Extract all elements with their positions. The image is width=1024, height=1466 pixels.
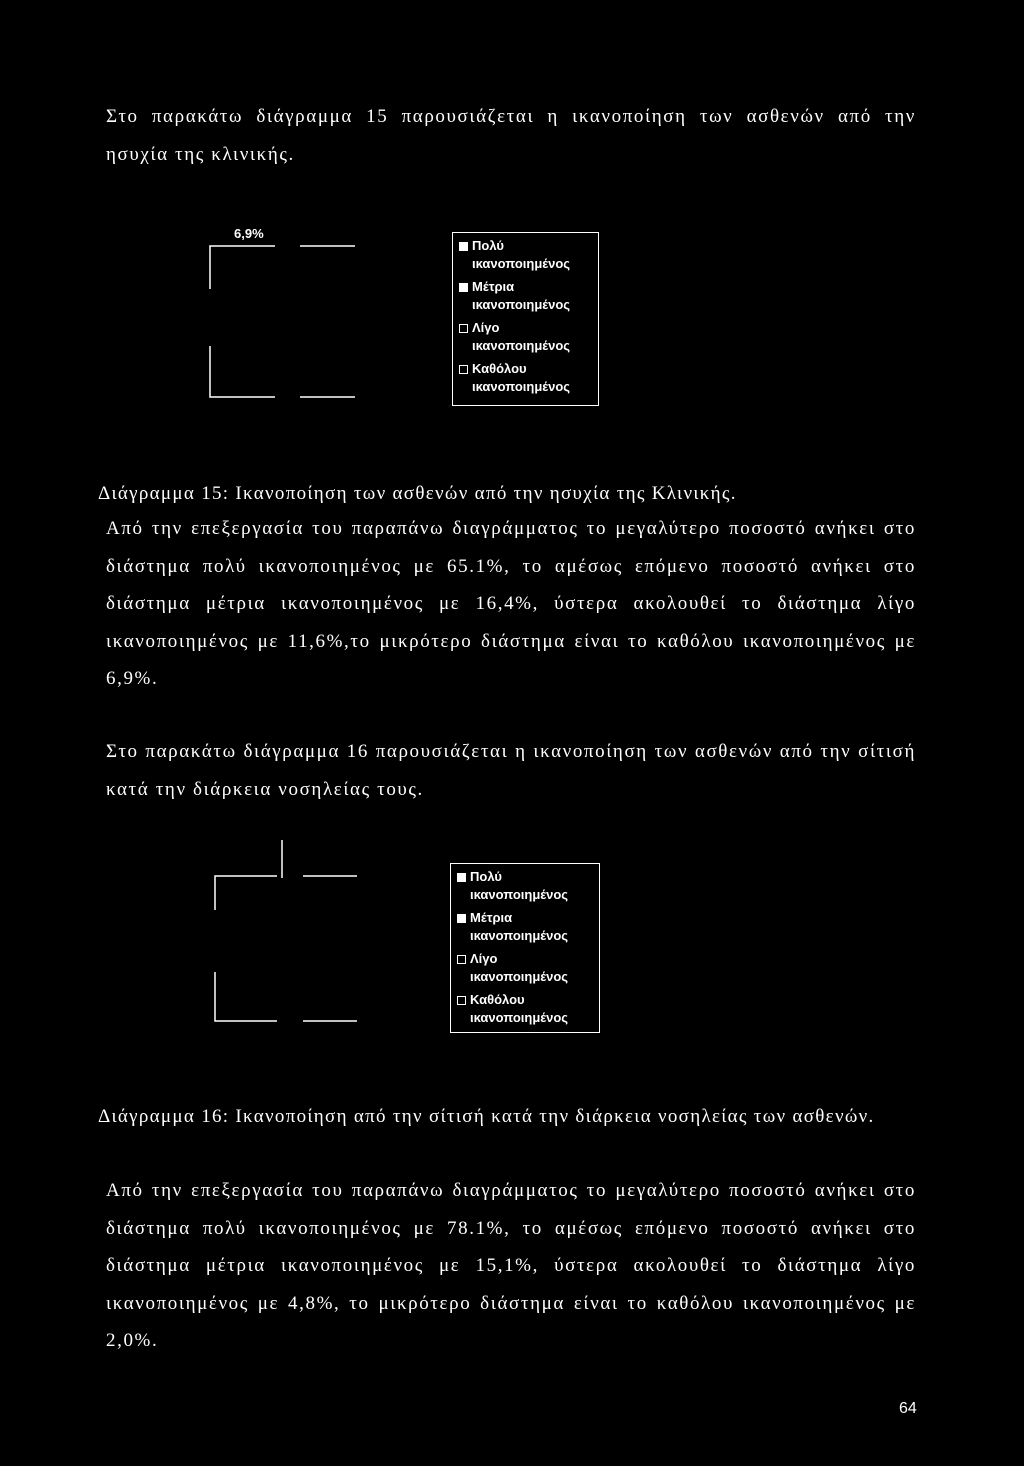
- legend-item: Καθόλου ικανοποιημένος: [459, 360, 592, 396]
- caption-16: Διάγραμμα 16: Ικανοποίηση από την σίτισή κατά την διάρκεια νοσηλείας των ασθενών.: [98, 1106, 875, 1127]
- legend-item: Λίγο ικανοποιημένος: [459, 319, 592, 355]
- legend-item: Μέτρια ικανοποιημένος: [459, 278, 592, 314]
- page-number: 64: [899, 1400, 917, 1417]
- intro-paragraph-15: Στο παρακάτω διάγραμμα 15 παρουσιάζεται η ικανοποίηση των ασθενών από την ησυχία της κλινικής.: [106, 106, 916, 165]
- analysis-paragraph-16: Από την επεξεργασία του παραπάνω διαγράμματος το μεγαλύτερο ποσοστό ανήκει στο διάστημα πολύ ικανοποιημένος με 78.1%, το αμέσως επόμενο ποσοστό ανήκει στο διάστημα μέτρια ικανοποιημένος με 15,1%, ύστερα ακολουθεί το διάστημα λίγο ικανοποιημένος με 4,8%, το μικρότερο διάστημα είναι το καθόλου ικανοποιημένος με 2,0%.: [106, 1180, 916, 1351]
- legend-16: [450, 863, 600, 1033]
- legend-item: Λίγο ικανοποιημένος: [457, 950, 593, 986]
- legend-item: Μέτρια ικανοποιημένος: [457, 909, 593, 945]
- legend-item: Πολύ ικανοποιημένος: [459, 237, 592, 273]
- caption-15: Διάγραμμα 15: Ικανοποίηση των ασθενών από την ησυχία της Κλινικής.: [98, 483, 737, 504]
- legend-item: Πολύ ικανοποιημένος: [457, 868, 593, 904]
- legend-swatch: [457, 955, 466, 964]
- legend-swatch: [459, 365, 468, 374]
- chart-16: [205, 832, 615, 1042]
- legend-swatch: [459, 324, 468, 333]
- legend-swatch: [459, 242, 468, 251]
- data-label-6-9: 6,9%: [234, 226, 264, 241]
- legend-swatch: [457, 914, 466, 923]
- analysis-paragraph-15: Από την επεξεργασία του παραπάνω διαγράμματος το μεγαλύτερο ποσοστό ανήκει στο διάστημα πολύ ικανοποιημένος με 65.1%, το αμέσως επόμενο ποσοστό ανήκει στο διάστημα μέτρια ικανοποιημένος με 16,4%, ύστερα ακολουθεί το διάστημα λίγο ικανοποιημένος με 11,6%,το μικρότερο διάστημα είναι το καθόλου ικανοποιημένος με 6,9%.: [106, 518, 916, 689]
- legend-swatch: [457, 996, 466, 1005]
- legend-item: Καθόλου ικανοποιημένος: [457, 991, 593, 1027]
- chart-15: [200, 224, 610, 414]
- legend-swatch: [457, 873, 466, 882]
- intro-paragraph-16: Στο παρακάτω διάγραμμα 16 παρουσιάζεται η ικανοποίηση των ασθενών από την σίτισή κατά την διάρκεια νοσηλείας τους.: [106, 741, 916, 800]
- legend-15: [452, 232, 599, 406]
- legend-swatch: [459, 283, 468, 292]
